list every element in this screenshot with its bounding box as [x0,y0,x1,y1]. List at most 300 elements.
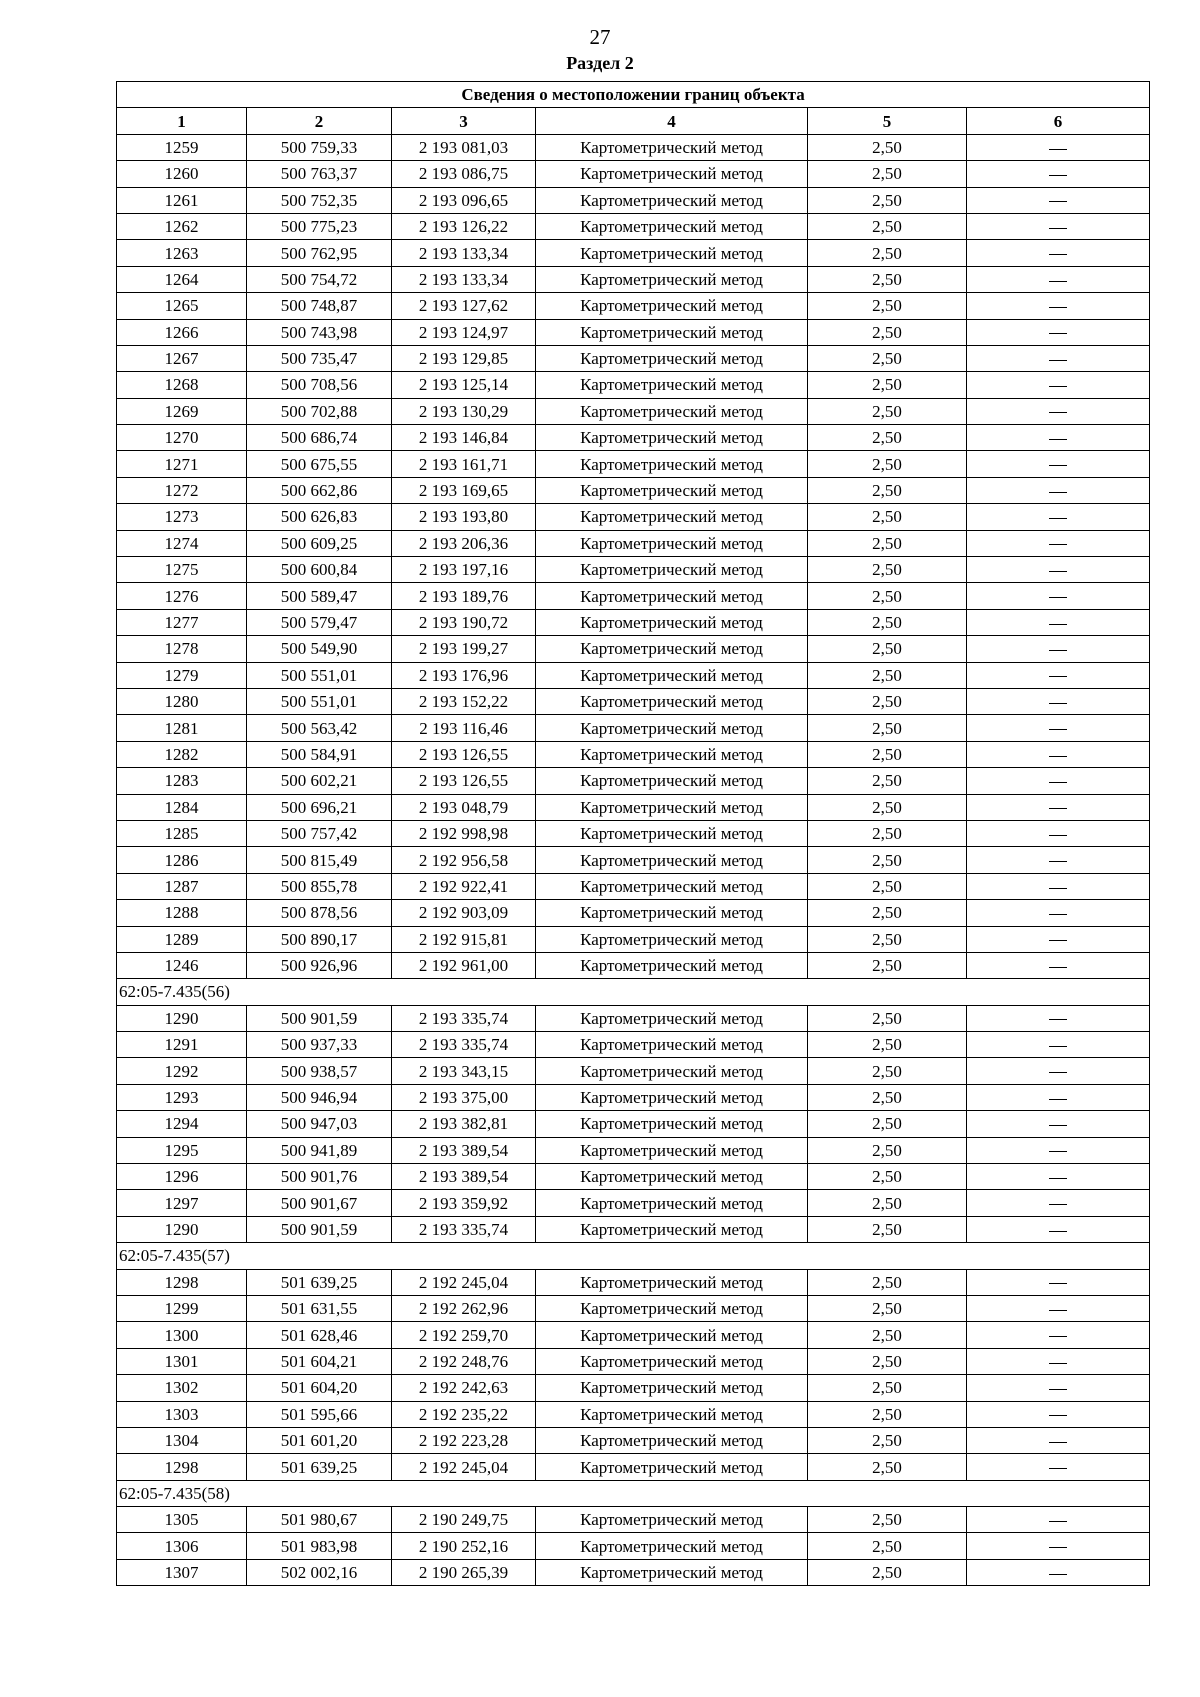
determination-method: Картометрический метод [536,1190,808,1216]
accuracy-value: 2,50 [808,715,967,741]
accuracy-value: 2,50 [808,451,967,477]
note-cell [967,1295,1150,1321]
determination-method: Картометрический метод [536,1295,808,1321]
coordinate-x: 500 754,72 [247,266,392,292]
note-cell [967,1427,1150,1453]
accuracy-value: 2,50 [808,1269,967,1295]
accuracy-value: 2,50 [808,1454,967,1480]
accuracy-value: 2,50 [808,1401,967,1427]
coordinate-x: 500 551,01 [247,662,392,688]
em-dash [1049,518,1067,519]
em-dash [1049,465,1067,466]
point-number: 1279 [117,662,247,688]
point-number: 1294 [117,1111,247,1137]
accuracy-value: 2,50 [808,662,967,688]
table-row [117,1032,1150,1058]
accuracy-value: 2,50 [808,794,967,820]
em-dash [1049,254,1067,255]
note-cell [967,1005,1150,1031]
table-row [117,398,1150,424]
coordinate-x: 500 675,55 [247,451,392,477]
coordinate-y: 2 192 956,58 [392,847,536,873]
section-title: Раздел 2 [566,53,634,73]
coordinate-x: 500 762,95 [247,240,392,266]
accuracy-value: 2,50 [808,609,967,635]
note-cell [967,425,1150,451]
table-row [117,1533,1150,1559]
column-header-4: 4 [536,108,808,134]
coordinate-x: 500 589,47 [247,583,392,609]
table-caption-row [117,82,1150,108]
note-cell [967,1533,1150,1559]
coordinate-x: 500 815,49 [247,847,392,873]
parcel-heading-row [117,1480,1150,1506]
em-dash [1049,1099,1067,1100]
coordinate-y: 2 193 129,85 [392,345,536,371]
determination-method: Картометрический метод [536,398,808,424]
point-number: 1263 [117,240,247,266]
table-row [117,530,1150,556]
point-number: 1295 [117,1137,247,1163]
coordinate-y: 2 193 116,46 [392,715,536,741]
coordinate-y: 2 192 259,70 [392,1322,536,1348]
coordinate-x: 501 604,20 [247,1375,392,1401]
accuracy-value: 2,50 [808,557,967,583]
coordinate-y: 2 190 265,39 [392,1559,536,1585]
coordinate-y: 2 193 126,22 [392,213,536,239]
accuracy-value: 2,50 [808,477,967,503]
table-row [117,1322,1150,1348]
note-cell [967,609,1150,635]
coordinate-y: 2 193 126,55 [392,768,536,794]
point-number: 1282 [117,741,247,767]
coordinate-x: 500 947,03 [247,1111,392,1137]
table-row [117,1454,1150,1480]
point-number: 1289 [117,926,247,952]
point-number: 1291 [117,1032,247,1058]
table-row [117,1295,1150,1321]
note-cell [967,952,1150,978]
point-number: 1303 [117,1401,247,1427]
table-row [117,741,1150,767]
accuracy-value: 2,50 [808,187,967,213]
coordinate-x: 500 878,56 [247,900,392,926]
determination-method: Картометрический метод [536,715,808,741]
determination-method: Картометрический метод [536,636,808,662]
accuracy-value: 2,50 [808,847,967,873]
coordinate-y: 2 192 245,04 [392,1269,536,1295]
em-dash [1049,835,1067,836]
table-row [117,1269,1150,1295]
accuracy-value: 2,50 [808,1137,967,1163]
determination-method: Картометрический метод [536,187,808,213]
point-number: 1296 [117,1164,247,1190]
note-cell [967,794,1150,820]
accuracy-value: 2,50 [808,161,967,187]
determination-method: Картометрический метод [536,794,808,820]
em-dash [1049,1178,1067,1179]
coordinate-y: 2 192 961,00 [392,952,536,978]
note-cell [967,161,1150,187]
coordinate-x: 500 938,57 [247,1058,392,1084]
point-number: 1270 [117,425,247,451]
determination-method: Картометрический метод [536,1559,808,1585]
em-dash [1049,914,1067,915]
em-dash [1049,1363,1067,1364]
em-dash [1049,597,1067,598]
determination-method: Картометрический метод [536,1216,808,1242]
point-number: 1284 [117,794,247,820]
em-dash [1049,782,1067,783]
determination-method: Картометрический метод [536,741,808,767]
note-cell [967,213,1150,239]
point-number: 1264 [117,266,247,292]
coordinate-x: 500 626,83 [247,504,392,530]
table-row [117,477,1150,503]
page-number: 27 [589,25,611,49]
em-dash [1049,940,1067,941]
coordinate-y: 2 193 189,76 [392,583,536,609]
coordinate-x: 500 584,91 [247,741,392,767]
accuracy-value: 2,50 [808,741,967,767]
coordinate-y: 2 193 335,74 [392,1216,536,1242]
coordinate-y: 2 193 206,36 [392,530,536,556]
em-dash [1049,888,1067,889]
determination-method: Картометрический метод [536,1111,808,1137]
determination-method: Картометрический метод [536,1427,808,1453]
point-number: 1306 [117,1533,247,1559]
accuracy-value: 2,50 [808,134,967,160]
em-dash [1049,149,1067,150]
determination-method: Картометрический метод [536,530,808,556]
coordinate-y: 2 192 915,81 [392,926,536,952]
coordinate-y: 2 192 235,22 [392,1401,536,1427]
em-dash [1049,1204,1067,1205]
note-cell [967,741,1150,767]
point-number: 1265 [117,293,247,319]
accuracy-value: 2,50 [808,425,967,451]
determination-method: Картометрический метод [536,768,808,794]
table-row [117,820,1150,846]
coordinate-x: 500 549,90 [247,636,392,662]
point-number: 1273 [117,504,247,530]
coordinate-y: 2 192 262,96 [392,1295,536,1321]
coordinate-x: 501 595,66 [247,1401,392,1427]
table-row [117,688,1150,714]
em-dash [1049,729,1067,730]
determination-method: Картометрический метод [536,1058,808,1084]
accuracy-value: 2,50 [808,900,967,926]
accuracy-value: 2,50 [808,688,967,714]
accuracy-value: 2,50 [808,213,967,239]
determination-method: Картометрический метод [536,1533,808,1559]
em-dash [1049,307,1067,308]
accuracy-value: 2,50 [808,1111,967,1137]
table-row [117,319,1150,345]
determination-method: Картометрический метод [536,293,808,319]
accuracy-value: 2,50 [808,1375,967,1401]
coordinate-x: 500 901,76 [247,1164,392,1190]
note-cell [967,345,1150,371]
em-dash [1049,756,1067,757]
point-number: 1305 [117,1507,247,1533]
note-cell [967,451,1150,477]
coordinate-x: 500 946,94 [247,1084,392,1110]
em-dash [1049,333,1067,334]
determination-method: Картометрический метод [536,1084,808,1110]
note-cell [967,1401,1150,1427]
parcel-heading-row [117,1243,1150,1269]
table-row [117,900,1150,926]
note-cell [967,266,1150,292]
note-cell [967,134,1150,160]
accuracy-value: 2,50 [808,636,967,662]
note-cell [967,583,1150,609]
determination-method: Картометрический метод [536,240,808,266]
em-dash [1049,1019,1067,1020]
coordinate-x: 500 752,35 [247,187,392,213]
point-number: 1266 [117,319,247,345]
table-row [117,451,1150,477]
table-row [117,1137,1150,1163]
table-row [117,952,1150,978]
note-cell [967,1454,1150,1480]
coordinate-y: 2 192 242,63 [392,1375,536,1401]
table-row [117,662,1150,688]
coordinate-x: 500 890,17 [247,926,392,952]
coordinate-y: 2 193 130,29 [392,398,536,424]
point-number: 1267 [117,345,247,371]
em-dash [1049,703,1067,704]
parcel-number: 62:05-7.435(56) [117,979,1150,1005]
table-row [117,187,1150,213]
em-dash [1049,1151,1067,1152]
note-cell [967,636,1150,662]
accuracy-value: 2,50 [808,345,967,371]
note-cell [967,240,1150,266]
determination-method: Картометрический метод [536,820,808,846]
point-number: 1304 [117,1427,247,1453]
determination-method: Картометрический метод [536,1322,808,1348]
note-cell [967,1084,1150,1110]
coordinate-x: 500 855,78 [247,873,392,899]
determination-method: Картометрический метод [536,847,808,873]
note-cell [967,398,1150,424]
em-dash [1049,1442,1067,1443]
coordinate-y: 2 193 169,65 [392,477,536,503]
em-dash [1049,360,1067,361]
em-dash [1049,571,1067,572]
coordinate-x: 500 901,59 [247,1005,392,1031]
point-number: 1275 [117,557,247,583]
column-header-3: 3 [392,108,536,134]
table-body [117,134,1150,1585]
determination-method: Картометрический метод [536,1454,808,1480]
em-dash [1049,1231,1067,1232]
determination-method: Картометрический метод [536,504,808,530]
coordinate-x: 500 579,47 [247,609,392,635]
determination-method: Картометрический метод [536,319,808,345]
note-cell [967,372,1150,398]
coordinate-x: 500 901,59 [247,1216,392,1242]
determination-method: Картометрический метод [536,134,808,160]
note-cell [967,1269,1150,1295]
coordinate-x: 500 757,42 [247,820,392,846]
note-cell [967,1190,1150,1216]
point-number: 1269 [117,398,247,424]
coordinate-y: 2 193 152,22 [392,688,536,714]
determination-method: Картометрический метод [536,662,808,688]
accuracy-value: 2,50 [808,319,967,345]
coordinate-y: 2 193 389,54 [392,1164,536,1190]
coordinate-y: 2 193 127,62 [392,293,536,319]
table-row [117,609,1150,635]
point-number: 1297 [117,1190,247,1216]
table-row [117,768,1150,794]
coordinate-y: 2 192 245,04 [392,1454,536,1480]
table-row [117,1375,1150,1401]
note-cell [967,768,1150,794]
em-dash [1049,1072,1067,1073]
determination-method: Картометрический метод [536,900,808,926]
determination-method: Картометрический метод [536,425,808,451]
accuracy-value: 2,50 [808,530,967,556]
column-header-2: 2 [247,108,392,134]
em-dash [1049,1336,1067,1337]
determination-method: Картометрический метод [536,1375,808,1401]
table-row [117,1507,1150,1533]
coordinate-y: 2 193 199,27 [392,636,536,662]
coordinate-x: 500 759,33 [247,134,392,160]
note-cell [967,530,1150,556]
em-dash [1049,1046,1067,1047]
determination-method: Картометрический метод [536,1507,808,1533]
em-dash [1049,175,1067,176]
table-row [117,372,1150,398]
coordinate-y: 2 193 081,03 [392,134,536,160]
accuracy-value: 2,50 [808,504,967,530]
coordinate-x: 500 748,87 [247,293,392,319]
coordinate-y: 2 192 248,76 [392,1348,536,1374]
point-number: 1287 [117,873,247,899]
table-row [117,425,1150,451]
table-row [117,1111,1150,1137]
coordinate-x: 500 602,21 [247,768,392,794]
table-row [117,161,1150,187]
point-number: 1283 [117,768,247,794]
table-row [117,1190,1150,1216]
table-row [117,345,1150,371]
column-header-6: 6 [967,108,1150,134]
point-number: 1246 [117,952,247,978]
determination-method: Картометрический метод [536,451,808,477]
note-cell [967,1216,1150,1242]
em-dash [1049,808,1067,809]
coordinate-y: 2 193 382,81 [392,1111,536,1137]
note-cell [967,715,1150,741]
coordinate-y: 2 193 146,84 [392,425,536,451]
coordinate-x: 500 763,37 [247,161,392,187]
table-row [117,1164,1150,1190]
coordinate-x: 500 775,23 [247,213,392,239]
determination-method: Картометрический метод [536,1032,808,1058]
determination-method: Картометрический метод [536,926,808,952]
column-header-1: 1 [117,108,247,134]
point-number: 1285 [117,820,247,846]
coordinate-y: 2 193 335,74 [392,1032,536,1058]
determination-method: Картометрический метод [536,161,808,187]
coordinate-y: 2 192 998,98 [392,820,536,846]
coordinate-y: 2 193 193,80 [392,504,536,530]
note-cell [967,557,1150,583]
accuracy-value: 2,50 [808,1216,967,1242]
point-number: 1293 [117,1084,247,1110]
determination-method: Картометрический метод [536,873,808,899]
coordinate-x: 502 002,16 [247,1559,392,1585]
note-cell [967,1322,1150,1348]
coordinate-x: 501 601,20 [247,1427,392,1453]
point-number: 1290 [117,1005,247,1031]
coordinate-x: 500 708,56 [247,372,392,398]
accuracy-value: 2,50 [808,1533,967,1559]
note-cell [967,1111,1150,1137]
point-number: 1286 [117,847,247,873]
note-cell [967,504,1150,530]
point-number: 1260 [117,161,247,187]
determination-method: Картометрический метод [536,1269,808,1295]
table-row [117,1084,1150,1110]
coordinate-x: 500 926,96 [247,952,392,978]
coordinate-x: 500 551,01 [247,688,392,714]
table-row [117,293,1150,319]
accuracy-value: 2,50 [808,952,967,978]
determination-method: Картометрический метод [536,1348,808,1374]
column-header-5: 5 [808,108,967,134]
em-dash [1049,650,1067,651]
accuracy-value: 2,50 [808,398,967,424]
table-row [117,213,1150,239]
parcel-heading-row [117,979,1150,1005]
coordinate-y: 2 192 223,28 [392,1427,536,1453]
coordinate-x: 501 983,98 [247,1533,392,1559]
table-row [117,1427,1150,1453]
point-number: 1288 [117,900,247,926]
coordinate-x: 500 743,98 [247,319,392,345]
note-cell [967,293,1150,319]
coordinate-y: 2 193 197,16 [392,557,536,583]
point-number: 1301 [117,1348,247,1374]
note-cell [967,847,1150,873]
point-number: 1281 [117,715,247,741]
coordinate-x: 501 639,25 [247,1269,392,1295]
accuracy-value: 2,50 [808,240,967,266]
table-row [117,557,1150,583]
note-cell [967,1559,1150,1585]
determination-method: Картометрический метод [536,477,808,503]
table-row [117,1058,1150,1084]
accuracy-value: 2,50 [808,768,967,794]
coordinate-y: 2 193 190,72 [392,609,536,635]
point-number: 1298 [117,1454,247,1480]
boundary-coordinates-table [116,81,1150,1586]
determination-method: Картометрический метод [536,213,808,239]
em-dash [1049,1125,1067,1126]
note-cell [967,900,1150,926]
em-dash [1049,1574,1067,1575]
em-dash [1049,201,1067,202]
coordinate-y: 2 190 249,75 [392,1507,536,1533]
accuracy-value: 2,50 [808,1295,967,1321]
